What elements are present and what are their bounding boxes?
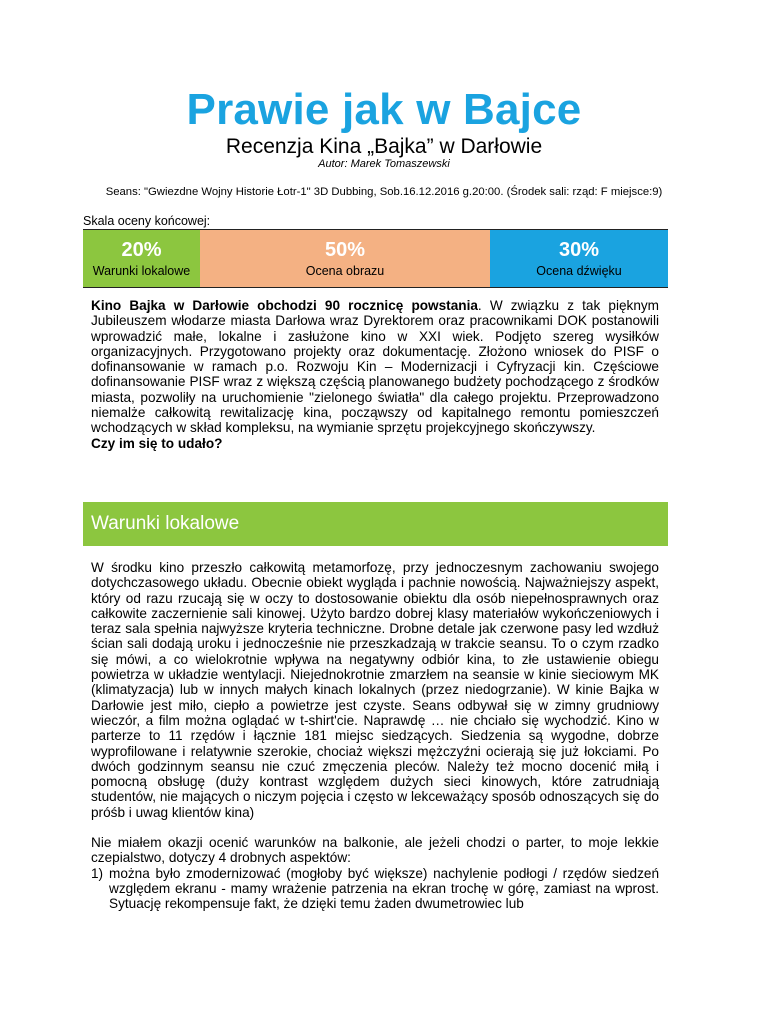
list-number: 1) bbox=[91, 865, 104, 881]
intro-question: Czy im się to udało? bbox=[91, 435, 223, 451]
seans-info: Seans: "Gwiezdne Wojny Historie Łotr-1" 3D Dubbing, Sob.16.12.2016 g.20:00. (Środek sali: rząd: F miejsce:9) bbox=[105, 186, 663, 198]
rating-label: Warunki lokalowe bbox=[92, 264, 191, 278]
scale-label: Skala oceny końcowej: bbox=[83, 214, 211, 228]
body-paragraph: Nie miałem okazji ocenić warunków na balkonie, ale jeżeli chodzi o parter, to moje lekkie czepialstwo, dotyczy 4 drobnych aspektów: bbox=[91, 835, 659, 866]
list-text: można było zmodernizować (mogłoby być większe) nachylenie podłogi / rzędów siedzeń względem ekranu - mamy wrażenie patrzenia na ekran trochę w górę, zamiast na wprost. Sytuację rekompensuje fakt, że dzięki temu żaden dwumetrowiec lub bbox=[109, 865, 659, 912]
rating-scale-bar bbox=[83, 229, 668, 288]
rating-segment-dzwiek bbox=[490, 230, 668, 287]
page-title: Prawie jak w Bajce bbox=[186, 85, 582, 134]
page-subtitle: Recenzja Kina „Bajka” w Darłowie bbox=[225, 135, 543, 158]
section-title: Warunki lokalowe bbox=[91, 513, 240, 534]
rating-label: Ocena dźwięku bbox=[536, 264, 622, 278]
rating-segment-warunki bbox=[83, 230, 200, 287]
list-item bbox=[91, 866, 659, 912]
rating-percent: 30% bbox=[558, 239, 600, 261]
rating-percent: 20% bbox=[121, 239, 162, 261]
rating-percent: 50% bbox=[324, 239, 366, 261]
intro-paragraph bbox=[91, 298, 659, 451]
rating-segment-obraz bbox=[200, 230, 490, 287]
rating-label: Ocena obrazu bbox=[305, 264, 385, 278]
author-line: Autor: Marek Tomaszewski bbox=[318, 158, 450, 170]
body-paragraph: W środku kino przeszło całkowitą metamorfozę, przy jednoczesnym zachowaniu swojego dotychczasowego układu. Obecnie obiekt wygląda i pachnie nowością. Najważniejszy aspekt, który od razu rzucają się w oczy to dostosowanie obiektu dla osób niepełnosprawnych oraz całkowite zaczernienie sali kinowej. Użyto bardzo dobrej klasy materiałów wykończeniowych i teraz sala spełnia najwyższe kryteria techniczne. Drobne detale jak czerwone pasy led wzdłuż ścian sali dodają uroku i jednocześnie nie przeszkadzają w trakcie seansu. To o czym rzadko się mówi, a co wielokrotnie wpływa na negatywny odbiór kina, to złe ustawienie obiegu powietrza w układzie wentylacji. Niejednokrotnie zmarzłem na seansie w kinie sieciowym MK (klimatyzacja) lub w innych małych kinach lokalnych (przez niedogrzanie). W kinie Bajka w Darłowie jest miło, ciepło a powietrze jest czyste. Seans odbywał się w zimny grudniowy wieczór, a film można oglądać w t-shirt'cie. Naprawdę … nie chciało się wychodzić. Kino w parterze to 11 rzędów i łącznie 181 miejsc siedzących. Siedzenia są wygodne, dobrze wyprofilowane i relatywnie szerokie, chociaż większi mężczyźni ocierają się już łokciami. Po dwóch godzinnym seansu nie czuć zmęczenia pleców. Należy też mocno docenić miłą i pomocną obsługę (duży kontrast względem dużych sieci kinowych, które zatrudniają studentów, nie mających o niczym pojęcia i często w lekceważący sposób odnoszących się do próśb i uwag klientów kina) bbox=[91, 560, 659, 820]
intro-text: . W związku z tak pięknym Jubileuszem włodarze miasta Darłowa wraz Dyrektorem oraz pracownikami DOK postanowili wprowadzić małe, lokalne i zasłużone kino w XXI wiek. Podjęto szereg wysiłków organizacyjnych. Przygotowano projekty oraz dokumentację. Złożono wniosek do PISF o dofinansowanie w ramach p.o. Rozwoju Kin – Modernizacji i Cyfryzacji kin. Częściowe dofinansowanie PISF wraz z większą częścią planowanego budżety pochodzącego z środków miasta, pozwoliły na uruchomienie "zielonego światła" dla całego projektu. Przeprowadzono niemalże całkowitą rewitalizację kina, począwszy od kapitalnego remontu pomieszczeń wchodzących w skład kompleksu, na wymianie sprzętu projekcyjnego skończywszy. bbox=[91, 298, 660, 436]
section-body bbox=[91, 560, 659, 912]
intro-lead: Kino Bajka w Darłowie obchodzi 90 rocznicę powstania bbox=[91, 298, 478, 313]
section-header bbox=[83, 502, 668, 546]
